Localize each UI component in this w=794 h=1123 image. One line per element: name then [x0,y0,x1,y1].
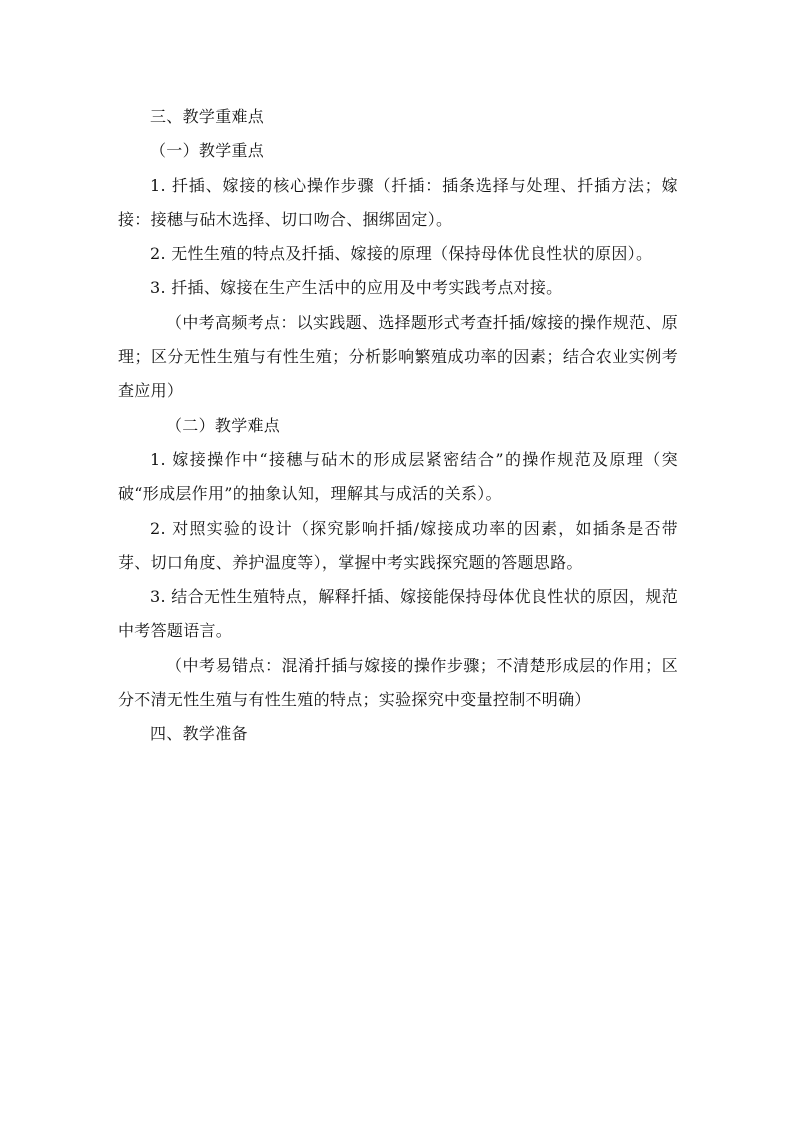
exam-frequent-points-note: （中考高频考点：以实践题、选择题形式考查扦插/嫁接的操作规范、原理；区分无性生殖与有性生殖；分析影响繁殖成功率的因素；结合农业实例考查应用） [118,312,678,401]
exam-error-points-note: （中考易错点：混淆扦插与嫁接的操作步骤；不清楚形成层的作用；区分不清无性生殖与有性生殖的特点；实验探究中变量控制不明确） [118,655,678,710]
subsection-heading-teaching-difficulty: （二）教学难点 [166,415,281,435]
difficulty-item-3: 3. 结合无性生殖特点，解释扦插、嫁接能保持母体优良性状的原因，规范中考答题语言。 [118,587,678,641]
difficulty-item-1: 1. 嫁接操作中“接穗与砧木的形成层紧密结合”的操作规范及原理（突破“形成层作用”的抽象认知，理解其与成活的关系）。 [118,449,678,504]
subsection-heading-teaching-focus: （一）教学重点 [150,141,265,161]
section-heading-teaching-preparation: 四、教学准备 [150,724,248,744]
section-heading-key-difficult-points: 三、教学重难点 [150,107,265,126]
document-body [118,100,678,752]
focus-item-1: 1. 扦插、嫁接的核心操作步骤（扦插：插条选择与处理、扦插方法；嫁接：接穗与砧木选择、切口吻合、捆绑固定）。 [118,175,678,229]
focus-item-3: 3. 扦插、嫁接在生产生活中的应用及中考实践考点对接。 [150,278,563,298]
difficulty-item-2: 2. 对照实验的设计（探究影响扦插/嫁接成功率的因素，如插条是否带芽、切口角度、养护温度等），掌握中考实践探究题的答题思路。 [118,518,678,572]
focus-item-2: 2. 无性生殖的特点及扦插、嫁接的原理（保持母体优良性状的原因）。 [150,244,653,264]
